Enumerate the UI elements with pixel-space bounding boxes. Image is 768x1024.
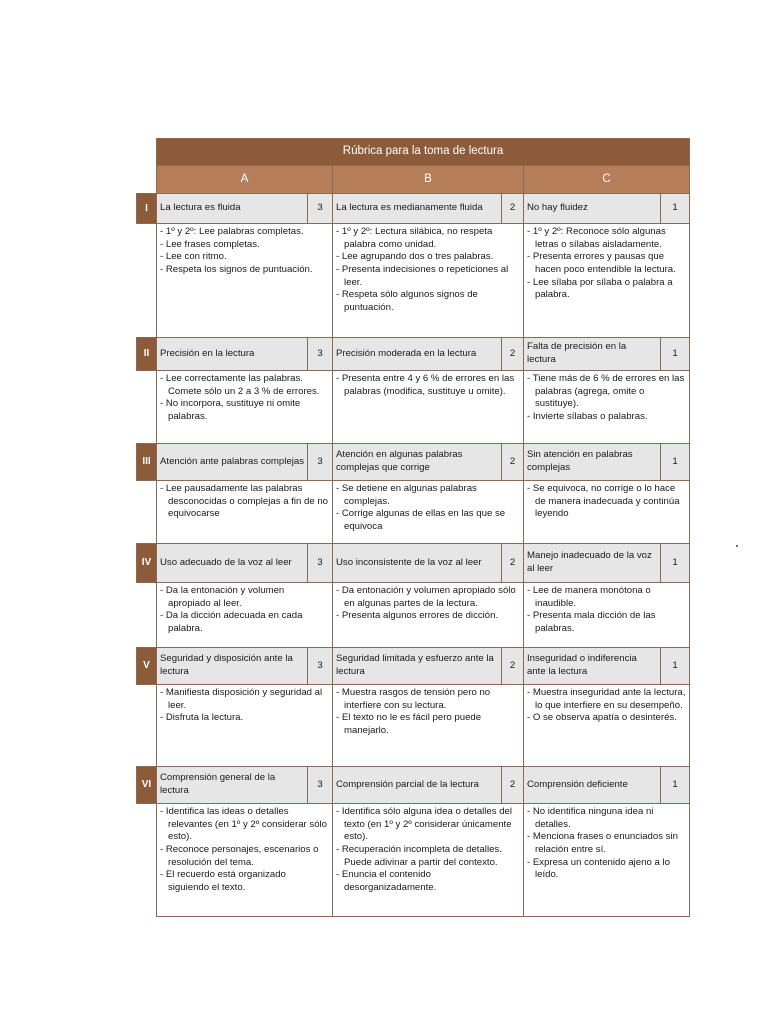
criterion-label: Comprensión parcial de la lectura: [333, 767, 502, 804]
description-item: - Presenta mala dicción de las palabras.: [527, 610, 686, 635]
stray-mark: [736, 545, 738, 547]
criterion-description: [333, 685, 524, 767]
description-row: [137, 481, 690, 544]
criterion-label: No hay fluidez: [524, 194, 661, 224]
description-item: - Respeta los signos de puntuación.: [160, 264, 329, 277]
table-title: Rúbrica para la toma de lectura: [157, 139, 690, 166]
description-item: - Presenta errores y pausas que hacen poco entendible la lectura.: [527, 251, 686, 276]
row-spacer: [137, 371, 157, 444]
corner-blank: [137, 166, 157, 194]
criterion-label: Inseguridad o indiferencia ante la lectura: [524, 648, 661, 685]
row-number: IV: [137, 544, 157, 583]
description-item: - Identifica las ideas o detalles relevantes (en 1º y 2º considerar sólo esto).: [160, 806, 329, 844]
criterion-score: 2: [502, 544, 524, 583]
description-item: - Identifica sólo alguna idea o detalles del texto (en 1º y 2º considerar únicamente esto).: [336, 806, 520, 844]
description-row: [137, 583, 690, 648]
row-spacer: [137, 224, 157, 338]
criterion-score: 2: [502, 444, 524, 481]
description-row: [137, 371, 690, 444]
description-item: - Da entonación y volumen apropiado sólo en algunas partes de la lectura.: [336, 585, 520, 610]
description-item: - Muestra rasgos de tensión pero no interfiere con su lectura.: [336, 687, 520, 712]
criterion-score: 2: [502, 767, 524, 804]
description-list: [527, 585, 686, 636]
row-number: I: [137, 194, 157, 224]
criterion-score: 1: [661, 544, 690, 583]
description-item: - No identifica ninguna idea ni detalles.: [527, 806, 686, 831]
criterion-score: 2: [502, 648, 524, 685]
criteria-row: [137, 544, 690, 583]
row-number: VI: [137, 767, 157, 804]
criterion-label: Seguridad y disposición ante la lectura: [157, 648, 308, 685]
description-item: - Da la entonación y volumen apropiado al leer.: [160, 585, 329, 610]
description-item: - 1º y 2º: Lectura silábica, no respeta palabra como unidad.: [336, 226, 520, 251]
criterion-score: 3: [308, 338, 333, 371]
description-item: - Presenta indecisiones o repeticiones al leer.: [336, 264, 520, 289]
description-item: - Recuperación incompleta de detalles. Puede adivinar a partir del contexto.: [336, 844, 520, 869]
criterion-description: [524, 804, 690, 917]
description-item: - 1º y 2º: Reconoce sólo algunas letras o sílabas aisladamente.: [527, 226, 686, 251]
criterion-score: 3: [308, 648, 333, 685]
description-item: - Lee correctamente las palabras. Comete sólo un 2 a 3 % de errores.: [160, 373, 329, 398]
description-item: - Lee de manera monótona o inaudible.: [527, 585, 686, 610]
criterion-score: 2: [502, 194, 524, 224]
description-item: - Se detiene en algunas palabras complejas.: [336, 483, 520, 508]
criterion-score: 3: [308, 444, 333, 481]
description-list: [160, 806, 329, 895]
criterion-description: [157, 371, 333, 444]
criteria-row: [137, 194, 690, 224]
column-header-c: C: [524, 166, 690, 194]
description-item: - Manifiesta disposición y seguridad al leer.: [160, 687, 329, 712]
corner-blank: [137, 139, 157, 166]
description-item: - Enuncia el contenido desorganizadamente.: [336, 869, 520, 894]
description-item: - Da la dicción adecuada en cada palabra.: [160, 610, 329, 635]
row-spacer: [137, 804, 157, 917]
description-list: [336, 687, 520, 738]
criterion-label: Seguridad limitada y esfuerzo ante la lectura: [333, 648, 502, 685]
description-item: - Presenta entre 4 y 6 % de errores en las palabras (modifica, sustituye u omite).: [336, 373, 520, 398]
row-spacer: [137, 685, 157, 767]
description-item: - Muestra inseguridad ante la lectura, lo que interfiere en su desempeño.: [527, 687, 686, 712]
criterion-label: Precisión moderada en la lectura: [333, 338, 502, 371]
criterion-description: [524, 224, 690, 338]
description-list: [336, 373, 520, 398]
description-row: [137, 224, 690, 338]
criteria-row: [137, 767, 690, 804]
description-list: [336, 483, 520, 534]
row-number: II: [137, 338, 157, 371]
criterion-label: Uso inconsistente de la voz al leer: [333, 544, 502, 583]
description-item: - Menciona frases o enunciados sin relación entre sí.: [527, 831, 686, 856]
description-item: - Lee pausadamente las palabras desconocidas o complejas a fin de no equivocarse: [160, 483, 329, 521]
description-item: - Lee con ritmo.: [160, 251, 329, 264]
criteria-row: [137, 648, 690, 685]
row-spacer: [137, 583, 157, 648]
criterion-score: 1: [661, 338, 690, 371]
description-item: - Expresa un contenido ajeno a lo leído.: [527, 857, 686, 882]
description-item: - Disfruta la lectura.: [160, 712, 329, 725]
description-item: - O se observa apatía o desinterés.: [527, 712, 686, 725]
description-item: - No incorpora, sustituye ni omite palabras.: [160, 398, 329, 423]
row-number: III: [137, 444, 157, 481]
column-header-b: B: [333, 166, 524, 194]
description-item: - Respeta sólo algunos signos de puntuación.: [336, 289, 520, 314]
description-list: [160, 483, 329, 521]
description-item: - Corrige algunas de ellas en las que se equivoca: [336, 508, 520, 533]
description-item: - 1º y 2º: Lee palabras completas.: [160, 226, 329, 239]
criterion-description: [333, 804, 524, 917]
description-list: [527, 806, 686, 882]
description-item: - El texto no le es fácil pero puede manejarlo.: [336, 712, 520, 737]
criterion-score: 1: [661, 444, 690, 481]
criterion-description: [157, 224, 333, 338]
criterion-score: 3: [308, 767, 333, 804]
criterion-description: [333, 583, 524, 648]
criterion-label: Comprensión deficiente: [524, 767, 661, 804]
criterion-score: 1: [661, 767, 690, 804]
criterion-label: Comprensión general de la lectura: [157, 767, 308, 804]
criterion-description: [333, 371, 524, 444]
criterion-description: [157, 685, 333, 767]
description-item: - El recuerdo está organizado siguiendo el texto.: [160, 869, 329, 894]
criterion-score: 3: [308, 194, 333, 224]
description-list: [160, 687, 329, 725]
criterion-score: 3: [308, 544, 333, 583]
description-item: - Se equivoca, no corrige o lo hace de manera inadecuada y continúa leyendo: [527, 483, 686, 521]
rubric-table: [136, 138, 690, 917]
description-item: - Reconoce personajes, escenarios o resolución del tema.: [160, 844, 329, 869]
criterion-score: 1: [661, 194, 690, 224]
criterion-description: [333, 224, 524, 338]
criterion-score: 1: [661, 648, 690, 685]
description-item: - Tiene más de 6 % de errores en las palabras (agrega, omite o sustituye).: [527, 373, 686, 411]
description-item: - Lee agrupando dos o tres palabras.: [336, 251, 520, 264]
description-item: - Presenta algunos errores de dicción.: [336, 610, 520, 623]
description-item: - Lee frases completas.: [160, 239, 329, 252]
criterion-description: [333, 481, 524, 544]
criterion-label: Atención ante palabras complejas: [157, 444, 308, 481]
criterion-description: [524, 583, 690, 648]
criteria-row: [137, 444, 690, 481]
description-list: [527, 483, 686, 521]
criteria-row: [137, 338, 690, 371]
description-list: [527, 687, 686, 725]
criterion-description: [524, 685, 690, 767]
description-row: [137, 804, 690, 917]
description-list: [336, 226, 520, 315]
description-list: [527, 226, 686, 302]
description-list: [336, 806, 520, 895]
criterion-label: Atención en algunas palabras complejas que corrige: [333, 444, 502, 481]
row-number: V: [137, 648, 157, 685]
criterion-description: [157, 583, 333, 648]
description-list: [160, 585, 329, 636]
criterion-description: [157, 804, 333, 917]
description-item: - Lee sílaba por sílaba o palabra a palabra.: [527, 277, 686, 302]
criterion-score: 2: [502, 338, 524, 371]
criterion-label: La lectura es fluida: [157, 194, 308, 224]
criterion-label: Falta de precisión en la lectura: [524, 338, 661, 371]
criterion-label: Sin atención en palabras complejas: [524, 444, 661, 481]
description-list: [336, 585, 520, 623]
description-item: - Invierte sílabas o palabras.: [527, 411, 686, 424]
row-spacer: [137, 481, 157, 544]
column-header-a: A: [157, 166, 333, 194]
criterion-label: Uso adecuado de la voz al leer: [157, 544, 308, 583]
criterion-label: Precisión en la lectura: [157, 338, 308, 371]
description-row: [137, 685, 690, 767]
criterion-label: Manejo inadecuado de la voz al leer: [524, 544, 661, 583]
criterion-description: [157, 481, 333, 544]
criterion-label: La lectura es medianamente fluida: [333, 194, 502, 224]
description-list: [160, 226, 329, 277]
criterion-description: [524, 481, 690, 544]
criterion-description: [524, 371, 690, 444]
description-list: [160, 373, 329, 424]
description-list: [527, 373, 686, 424]
